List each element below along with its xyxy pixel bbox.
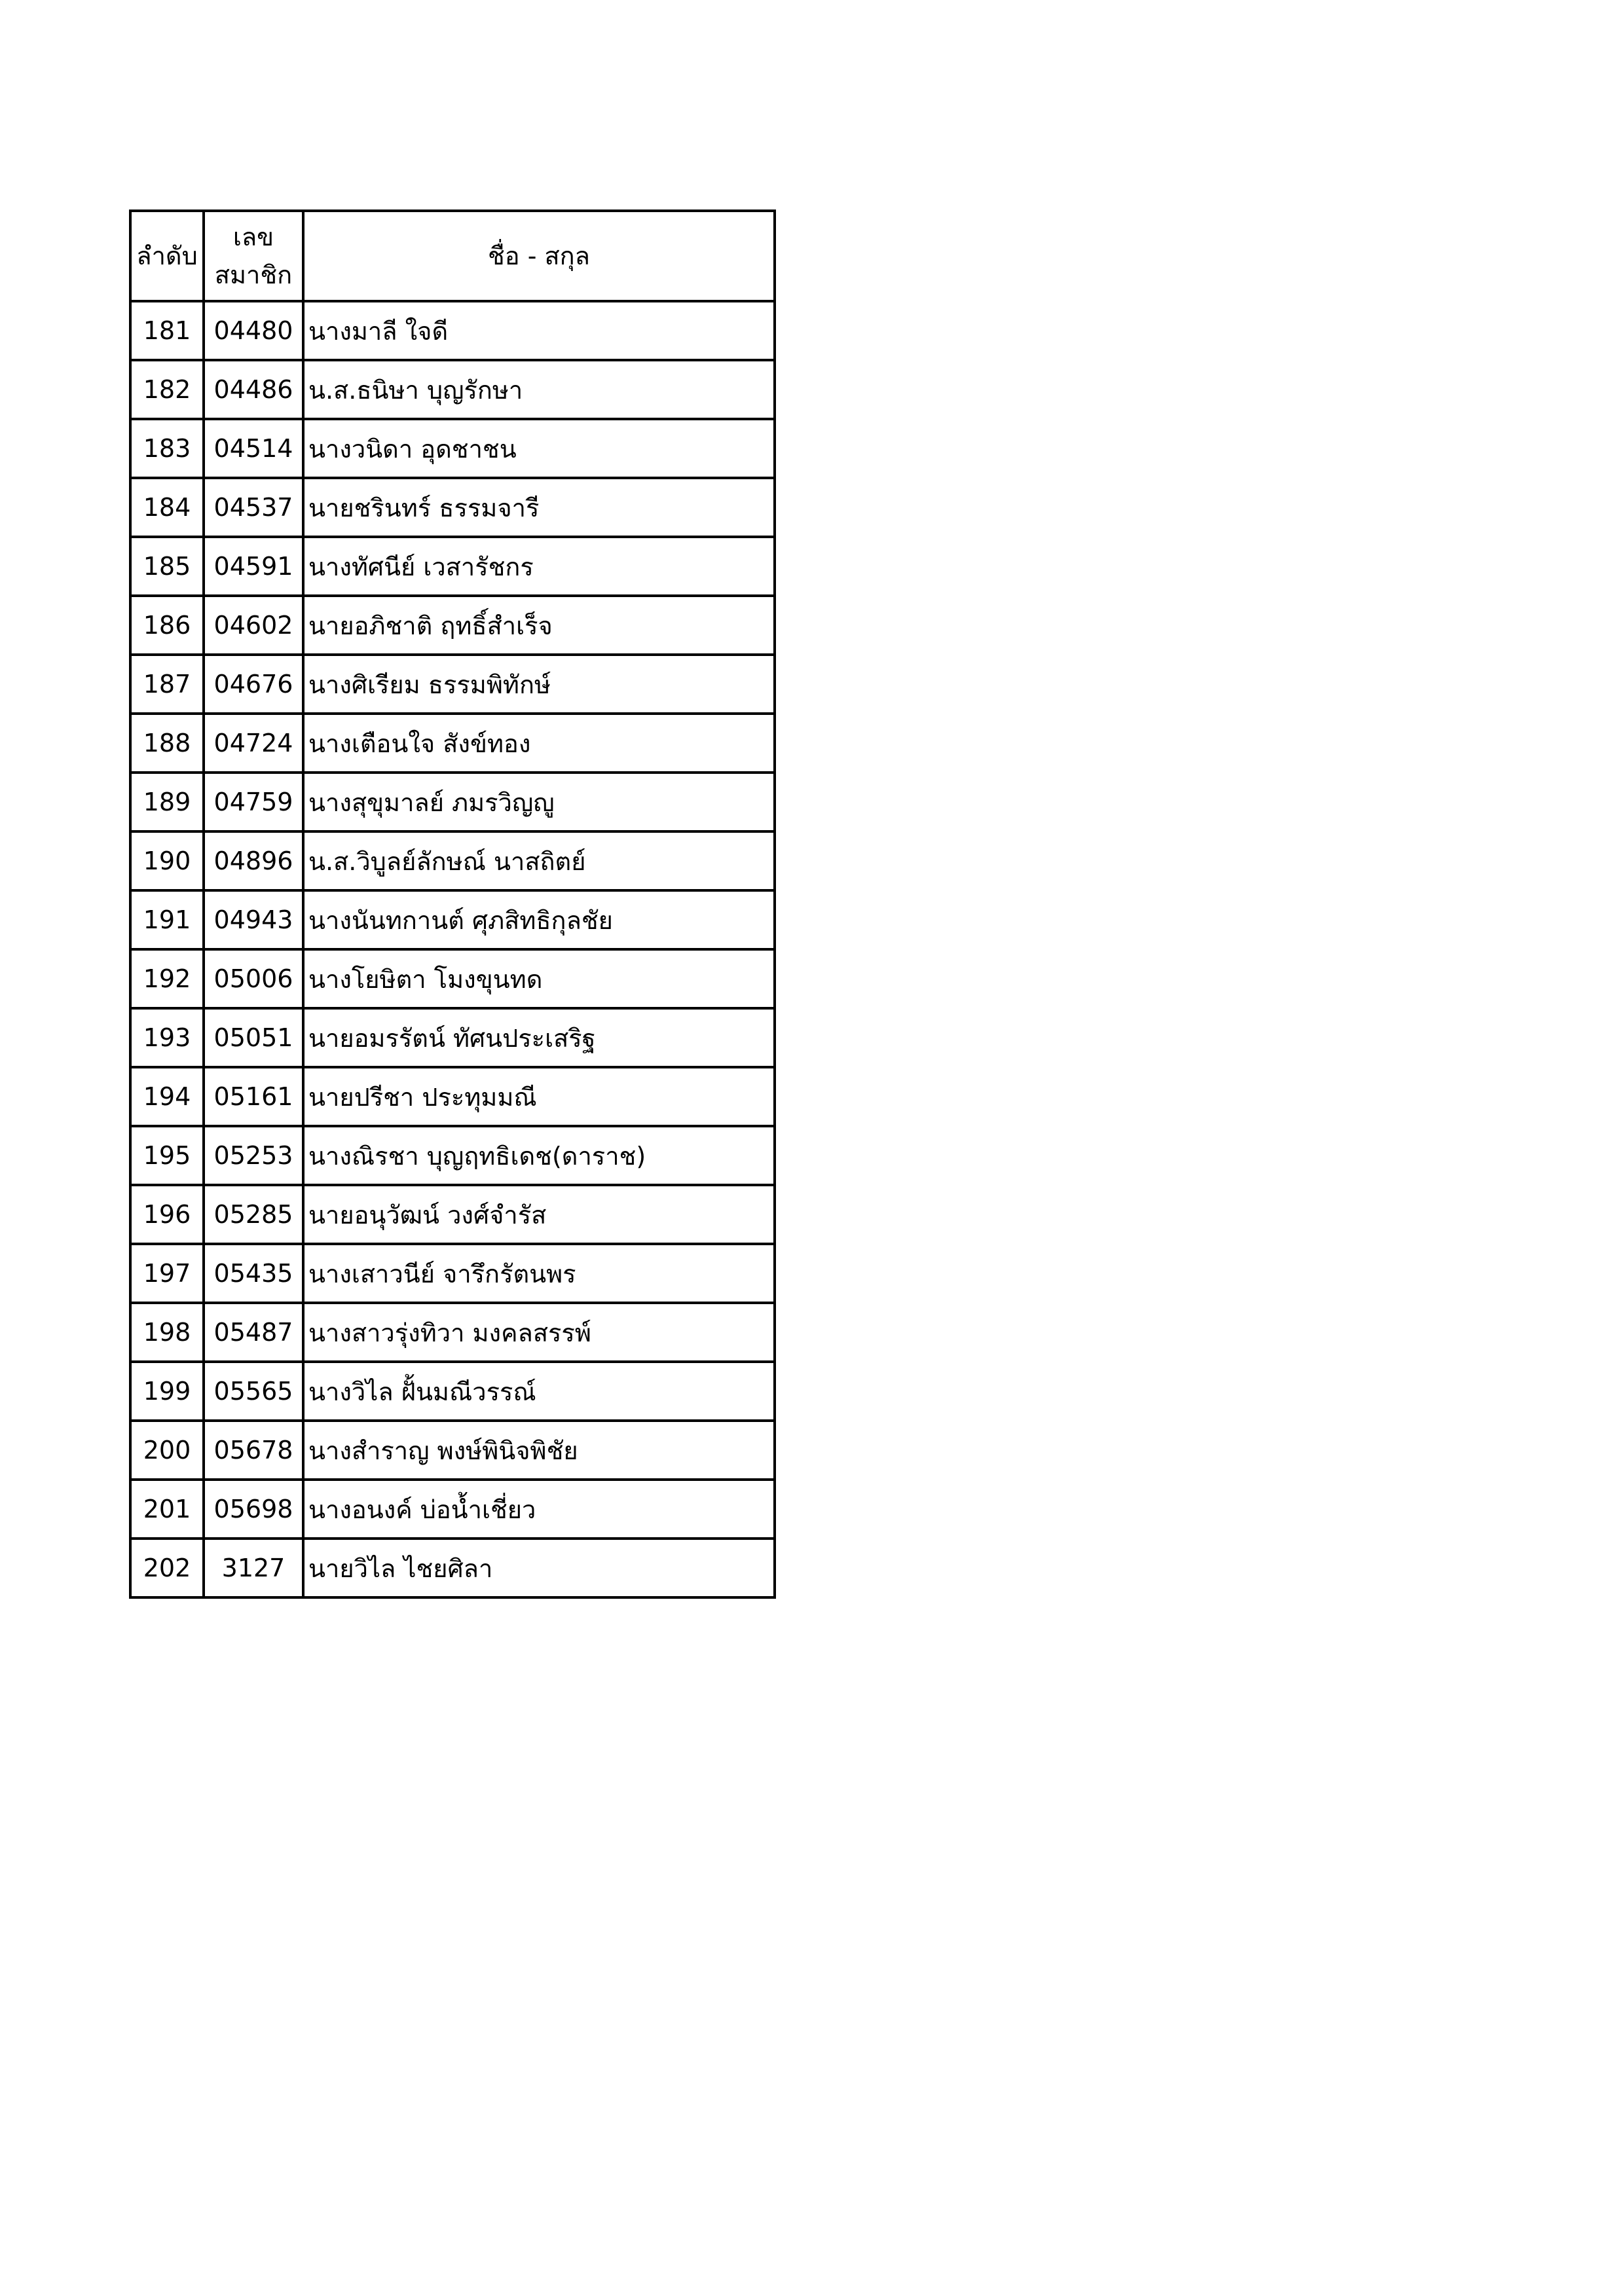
- table-row: [130, 1539, 775, 1597]
- member-id-cell: 04724: [204, 714, 303, 773]
- table-row: [130, 655, 775, 714]
- member-table-body: [130, 301, 775, 1597]
- seq-cell: 188: [130, 714, 204, 773]
- member-name-cell: นางเตือนใจ สังข์ทอง: [303, 714, 775, 773]
- seq-cell: 183: [130, 419, 204, 478]
- table-row: [130, 1067, 775, 1126]
- seq-cell: 186: [130, 596, 204, 655]
- table-row: [130, 1008, 775, 1067]
- member-id-cell: 05051: [204, 1008, 303, 1067]
- seq-cell: 189: [130, 773, 204, 831]
- member-id-cell: 04602: [204, 596, 303, 655]
- member-name-cell: น.ส.วิบูลย์ลักษณ์ นาสถิตย์: [303, 831, 775, 890]
- member-id-cell: 04591: [204, 537, 303, 596]
- member-id-cell: 04759: [204, 773, 303, 831]
- member-id-cell: 05285: [204, 1185, 303, 1244]
- member-name-cell: น.ส.ธนิษา บุญรักษา: [303, 360, 775, 419]
- header-member-id-line2: สมาชิก: [214, 261, 293, 289]
- table-row: [130, 890, 775, 949]
- seq-cell: 187: [130, 655, 204, 714]
- member-id-cell: 04486: [204, 360, 303, 419]
- member-name-cell: นางสุขุมาลย์ ภมรวิญญู: [303, 773, 775, 831]
- member-id-cell: 05565: [204, 1362, 303, 1421]
- member-id-cell: 04514: [204, 419, 303, 478]
- member-id-cell: 04676: [204, 655, 303, 714]
- member-name-cell: นางสำราญ พงษ์พินิจพิชัย: [303, 1421, 775, 1480]
- member-id-cell: 05435: [204, 1244, 303, 1303]
- member-id-cell: 05253: [204, 1126, 303, 1185]
- member-name-cell: นายชรินทร์ ธรรมจารี: [303, 478, 775, 537]
- table-row: [130, 714, 775, 773]
- seq-cell: 182: [130, 360, 204, 419]
- seq-cell: 184: [130, 478, 204, 537]
- table-row: [130, 949, 775, 1008]
- seq-cell: 191: [130, 890, 204, 949]
- seq-cell: 201: [130, 1480, 204, 1539]
- member-name-cell: นางเสาวนีย์ จารึกรัตนพร: [303, 1244, 775, 1303]
- header-name: ชื่อ - สกุล: [303, 211, 775, 301]
- member-id-cell: 05698: [204, 1480, 303, 1539]
- seq-cell: 196: [130, 1185, 204, 1244]
- member-id-cell: 05487: [204, 1303, 303, 1362]
- table-row: [130, 596, 775, 655]
- header-member-id-line1: เลข: [232, 223, 274, 251]
- member-name-cell: นางณิรชา บุญฤทธิเดช(ดาราช): [303, 1126, 775, 1185]
- header-row: [130, 211, 775, 301]
- member-id-cell: 05161: [204, 1067, 303, 1126]
- member-name-cell: นางวิไล ฝั้นมณีวรรณ์: [303, 1362, 775, 1421]
- table-row: [130, 831, 775, 890]
- member-table-header: [130, 211, 775, 301]
- member-name-cell: นายอภิชาติ ฤทธิ์สำเร็จ: [303, 596, 775, 655]
- member-name-cell: นางวนิดา อุดชาชน: [303, 419, 775, 478]
- seq-cell: 192: [130, 949, 204, 1008]
- member-name-cell: นางนันทกานต์ ศุภสิทธิกุลชัย: [303, 890, 775, 949]
- member-id-cell: 04480: [204, 301, 303, 360]
- seq-cell: 198: [130, 1303, 204, 1362]
- member-id-cell: 04537: [204, 478, 303, 537]
- seq-cell: 195: [130, 1126, 204, 1185]
- member-name-cell: นางศิเรียม ธรรมพิทักษ์: [303, 655, 775, 714]
- table-row: [130, 1421, 775, 1480]
- member-name-cell: นายปรีชา ประทุมมณี: [303, 1067, 775, 1126]
- seq-cell: 202: [130, 1539, 204, 1597]
- member-id-cell: 04943: [204, 890, 303, 949]
- table-row: [130, 1480, 775, 1539]
- table-row: [130, 301, 775, 360]
- table-row: [130, 773, 775, 831]
- member-name-cell: นางทัศนีย์ เวสารัชกร: [303, 537, 775, 596]
- member-name-cell: นายวิไล ไชยศิลา: [303, 1539, 775, 1597]
- table-row: [130, 1185, 775, 1244]
- seq-cell: 194: [130, 1067, 204, 1126]
- header-seq: ลำดับ: [130, 211, 204, 301]
- member-id-cell: 05006: [204, 949, 303, 1008]
- table-row: [130, 360, 775, 419]
- seq-cell: 200: [130, 1421, 204, 1480]
- member-name-cell: นางโยษิตา โมงขุนทด: [303, 949, 775, 1008]
- seq-cell: 197: [130, 1244, 204, 1303]
- member-name-cell: นางมาลี ใจดี: [303, 301, 775, 360]
- member-id-cell: 3127: [204, 1539, 303, 1597]
- table-row: [130, 419, 775, 478]
- seq-cell: 181: [130, 301, 204, 360]
- member-name-cell: นางสาวรุ่งทิวา มงคลสรรพ์: [303, 1303, 775, 1362]
- seq-cell: 193: [130, 1008, 204, 1067]
- table-row: [130, 1362, 775, 1421]
- seq-cell: 199: [130, 1362, 204, 1421]
- member-name-cell: นายอนุวัฒน์ วงศ์จำรัส: [303, 1185, 775, 1244]
- seq-cell: 185: [130, 537, 204, 596]
- member-id-cell: 04896: [204, 831, 303, 890]
- table-row: [130, 537, 775, 596]
- member-id-cell: 05678: [204, 1421, 303, 1480]
- header-member-id: [204, 211, 303, 301]
- seq-cell: 190: [130, 831, 204, 890]
- member-name-cell: นางอนงค์ บ่อน้ำเชี่ยว: [303, 1480, 775, 1539]
- member-table: [129, 210, 776, 1599]
- table-row: [130, 478, 775, 537]
- table-row: [130, 1126, 775, 1185]
- member-name-cell: นายอมรรัตน์ ทัศนประเสริฐ: [303, 1008, 775, 1067]
- table-row: [130, 1303, 775, 1362]
- table-row: [130, 1244, 775, 1303]
